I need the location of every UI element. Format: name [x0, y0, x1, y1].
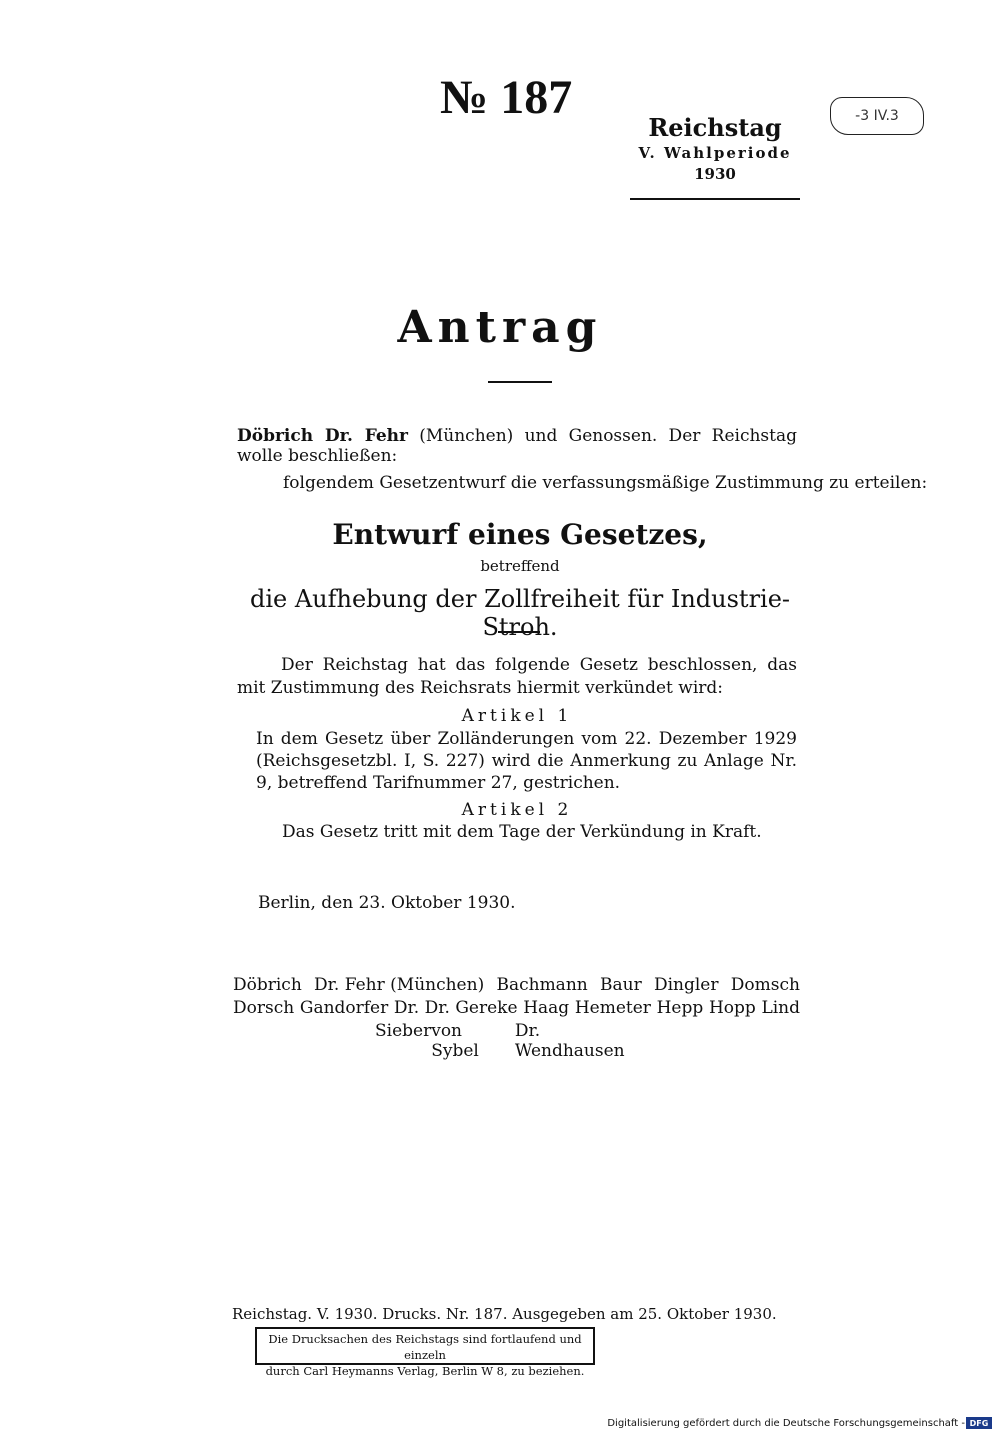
draft-divider: [498, 631, 540, 633]
header-divider: [630, 198, 800, 200]
signatory: Lind: [761, 998, 800, 1018]
signatory: Gandorfer: [299, 998, 389, 1018]
document-title: Antrag: [397, 302, 603, 353]
signatory: Dorsch: [233, 998, 295, 1018]
title-divider: [488, 381, 552, 383]
footer-notice-box: [255, 1327, 595, 1378]
place-date: Berlin, den 23. Oktober 1930.: [258, 893, 516, 913]
signatory: Hopp: [708, 998, 756, 1018]
preamble: Der Reichstag hat das folgende Gesetz beschlossen, das mit Zustimmung des Reichsrats hiermit verkündet wird:: [237, 655, 797, 698]
dfg-logo: DFG: [966, 1417, 992, 1429]
article-1-text: In dem Gesetz über Zolländerungen vom 22. Dezember 1929 (Reichsgesetzbl. I, S. 227) wird die Anmerkung zu Anlage Nr. 9, betreffend Tarifnummer 27, gestrichen.: [256, 729, 797, 793]
signatory: Hepp: [656, 998, 704, 1018]
signatory: von Sybel: [431, 1021, 479, 1061]
article-2-heading: Artikel 2: [461, 800, 573, 820]
signatory: Dr. Dr. Gereke: [393, 998, 518, 1018]
article-1-heading: Artikel 1: [461, 706, 573, 726]
signatory: Domsch: [730, 975, 800, 995]
year-label: 1930: [694, 165, 736, 183]
signatory: Bachmann: [496, 975, 588, 995]
wahlperiode-label: V. Wahlperiode: [638, 144, 792, 162]
draft-subject: die Aufhebung der Zollfreiheit für Industrie-Stroh.: [249, 585, 791, 641]
signatory: Dr. Fehr (München): [314, 975, 485, 995]
signatory: Baur: [600, 975, 642, 995]
footer-notice-line-2: durch Carl Heymanns Verlag, Berlin W 8, zu beziehen.: [265, 1364, 585, 1378]
footer-notice-line-1: Die Drucksachen des Reichstags sind fortlaufend und einzeln: [268, 1332, 582, 1362]
signatories-row-2: [233, 998, 800, 1018]
signatory: Dingler: [653, 975, 719, 995]
signatory: Dr. Wendhausen: [514, 1021, 625, 1061]
motion-authors: Döbrich Dr. Fehr: [237, 426, 408, 446]
document-number: № 187: [440, 71, 573, 124]
draft-subtitle: betreffend: [480, 557, 560, 575]
motion-intro-text: (München) und Genossen. Der Reichstag wolle beschließen:: [237, 426, 797, 466]
signatory: Haag: [523, 998, 570, 1018]
draft-title: Entwurf eines Gesetzes,: [332, 518, 708, 551]
footer-imprint: Reichstag. V. 1930. Drucks. Nr. 187. Ausgegeben am 25. Oktober 1930.: [232, 1305, 777, 1323]
signatories-row-3: [375, 1021, 655, 1061]
signatory: Hemeter: [574, 998, 651, 1018]
digitization-credit: Digitalisierung gefördert durch die Deutsche Forschungsgemeinschaft -: [607, 1418, 965, 1429]
motion-intro: [237, 426, 797, 466]
signatory: Döbrich: [233, 975, 302, 995]
article-2-text: Das Gesetz tritt mit dem Tage der Verkündung in Kraft.: [282, 822, 762, 842]
reichstag-header: [625, 114, 805, 184]
signatory: Sieber: [375, 1021, 432, 1041]
reichstag-label: Reichstag: [648, 113, 782, 142]
signatories-row-1: [233, 975, 800, 995]
date-stamp: -3 IV.3: [830, 97, 924, 135]
motion-intro-line2: folgendem Gesetzentwurf die verfassungsmäßige Zustimmung zu erteilen:: [283, 473, 928, 493]
